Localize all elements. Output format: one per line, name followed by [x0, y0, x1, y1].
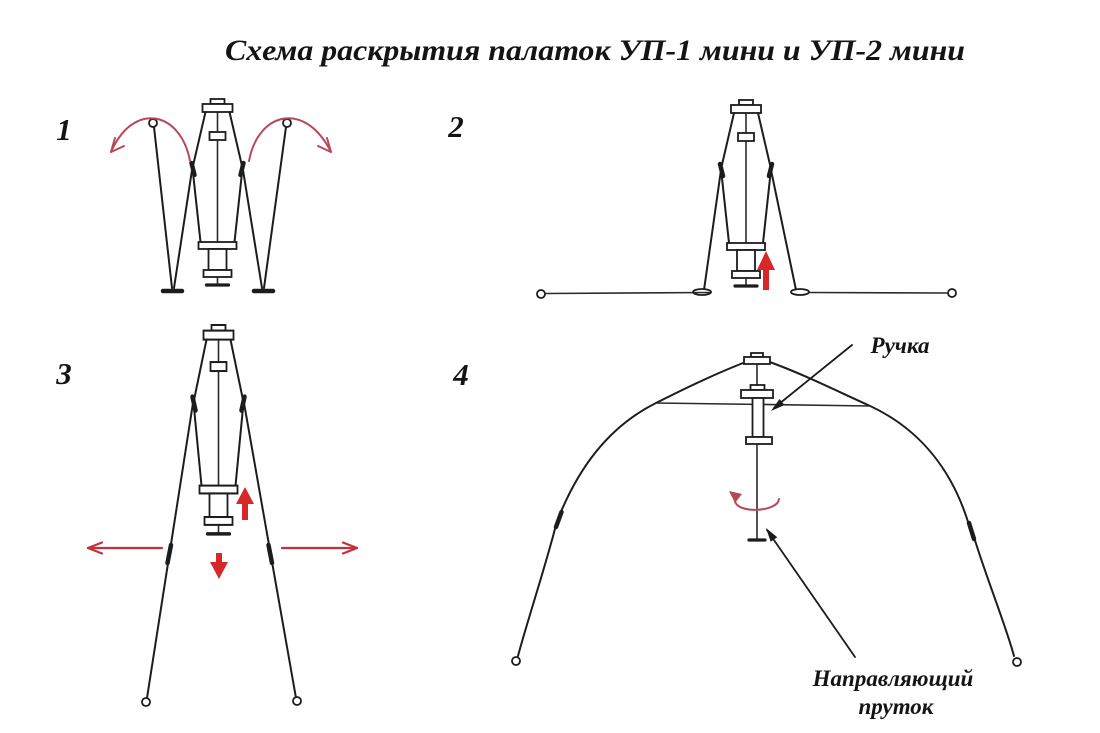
step1-figure [56, 99, 331, 291]
slide-up-arrow-icon [236, 487, 254, 520]
step1-number: 1 [56, 112, 72, 147]
step4-center-rod [744, 353, 770, 540]
step2-number: 2 [448, 109, 464, 144]
page-title: Схема раскрытия палаток УП-1 мини и УП-2 мини [225, 34, 965, 67]
step4-handle [741, 385, 773, 444]
step2-ground-rods [537, 289, 956, 298]
handle-label: Ручка [870, 333, 930, 358]
guide-rod-label-line1: Направляющий [812, 666, 974, 691]
step4-figure [452, 333, 1021, 719]
rotate-arrow-icon [729, 491, 779, 510]
step1-right-rib [243, 119, 291, 291]
step4-dome-ribs [512, 360, 1021, 666]
step2-figure [447, 100, 956, 298]
guide-rod-label-line2: пруток [858, 694, 934, 719]
step1-mast [192, 99, 244, 285]
guide-rod-annotation [766, 528, 974, 719]
spread-right-arrow-icon [282, 543, 357, 554]
step4-number: 4 [453, 357, 469, 392]
spread-left-arrow-icon [88, 543, 162, 554]
step3-number: 3 [56, 356, 72, 391]
step3-mast [193, 325, 245, 534]
slide-down-arrow-icon [210, 553, 228, 579]
step3-figure [55, 325, 357, 706]
